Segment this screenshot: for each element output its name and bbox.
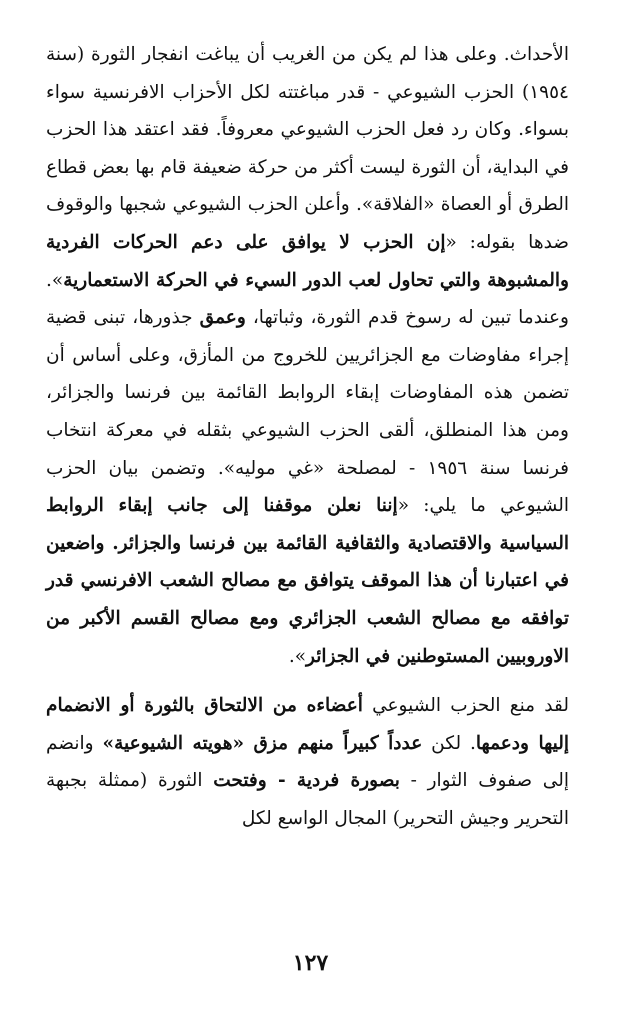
bold-text-span: بصورة فردية - وفتحت [213,770,400,792]
text-span: جذورها، تبنى قضية إجراء مفاوضات مع الجزائريين للخروج من المأزق، وعلى أساس أن تضمن هذه المفاوضات إبقاء الروابط القائمة بين فرنسا والجزائر، ومن هذا المنطلق، ألقى الحزب الشيوعي بثقله في معركة انتخاب فرنسا سنة ١٩٥٦ - لمصلحة «غي موليه». وتضمن بيان الحزب الشيوعي ما يلي: « [46,307,570,517]
text-span: وانضم إلى صفوف الثوار - [46,732,569,792]
bold-text-span: إننا نعلن موقفنا إلى جانب إبقاء الروابط السياسية والاقتصادية والثقافية القائمة بين فرنسا والجزائر. واضعين في اعتبارنا أن هذا الموقف يتوافق مع مصالح الشعب الافرنسي قدر توافقه مع مصالح الشعب الجزائري ومع مصالح القسم الأكبر من الاوروبيين المستوطنين في الجزائر [46,495,569,667]
bold-text-span: إن الحزب لا يوافق على دعم الحركات الفردية والمشبوهة والتي تحاول لعب الدور السيء في الحركة الاستعمارية [46,231,569,291]
bold-text-span: عدداً كبيراً منهم مزق «هويته الشيوعية» [102,732,423,754]
bold-text-span: وعمق [199,307,246,329]
bold-text-span: أعضاءه من الالتحاق بالثورة أو الانضمام إليها ودعمها [46,695,569,754]
paragraph [46,687,569,837]
text-span: لقد منع الحزب الشيوعي [362,695,570,717]
page-number: ١٢٧ [292,950,329,976]
text-span: الثورة (ممثلة بجبهة التحرير وجيش التحرير) المجال الواسع لكل [46,770,569,829]
text-span: الأحداث. وعلى هذا لم يكن من الغريب أن يباغت انفجار الثورة (سنة ١٩٥٤) الحزب الشيوعي - قدر مباغتته لكل الأحزاب الافرنسية سواء بسواء. وكان رد فعل الحزب الشيوعي معروفاً. فقد اعتقد هذا الحزب في البداية، أن الثورة ليست أكثر من حركة ضعيفة قام بها بعض قطاع الطرق أو العصاة «الفلاقة». وأعلن الحزب الشيوعي شجبها والوقوف ضدها بقوله: « [46,44,569,253]
body-text [46,36,569,837]
text-span: ». [288,645,307,667]
text-span: . لكن [422,732,476,754]
text-span: ». وعندما تبين له رسوخ قدم الثورة، وثباتها، [46,269,569,329]
paragraph [46,36,569,675]
